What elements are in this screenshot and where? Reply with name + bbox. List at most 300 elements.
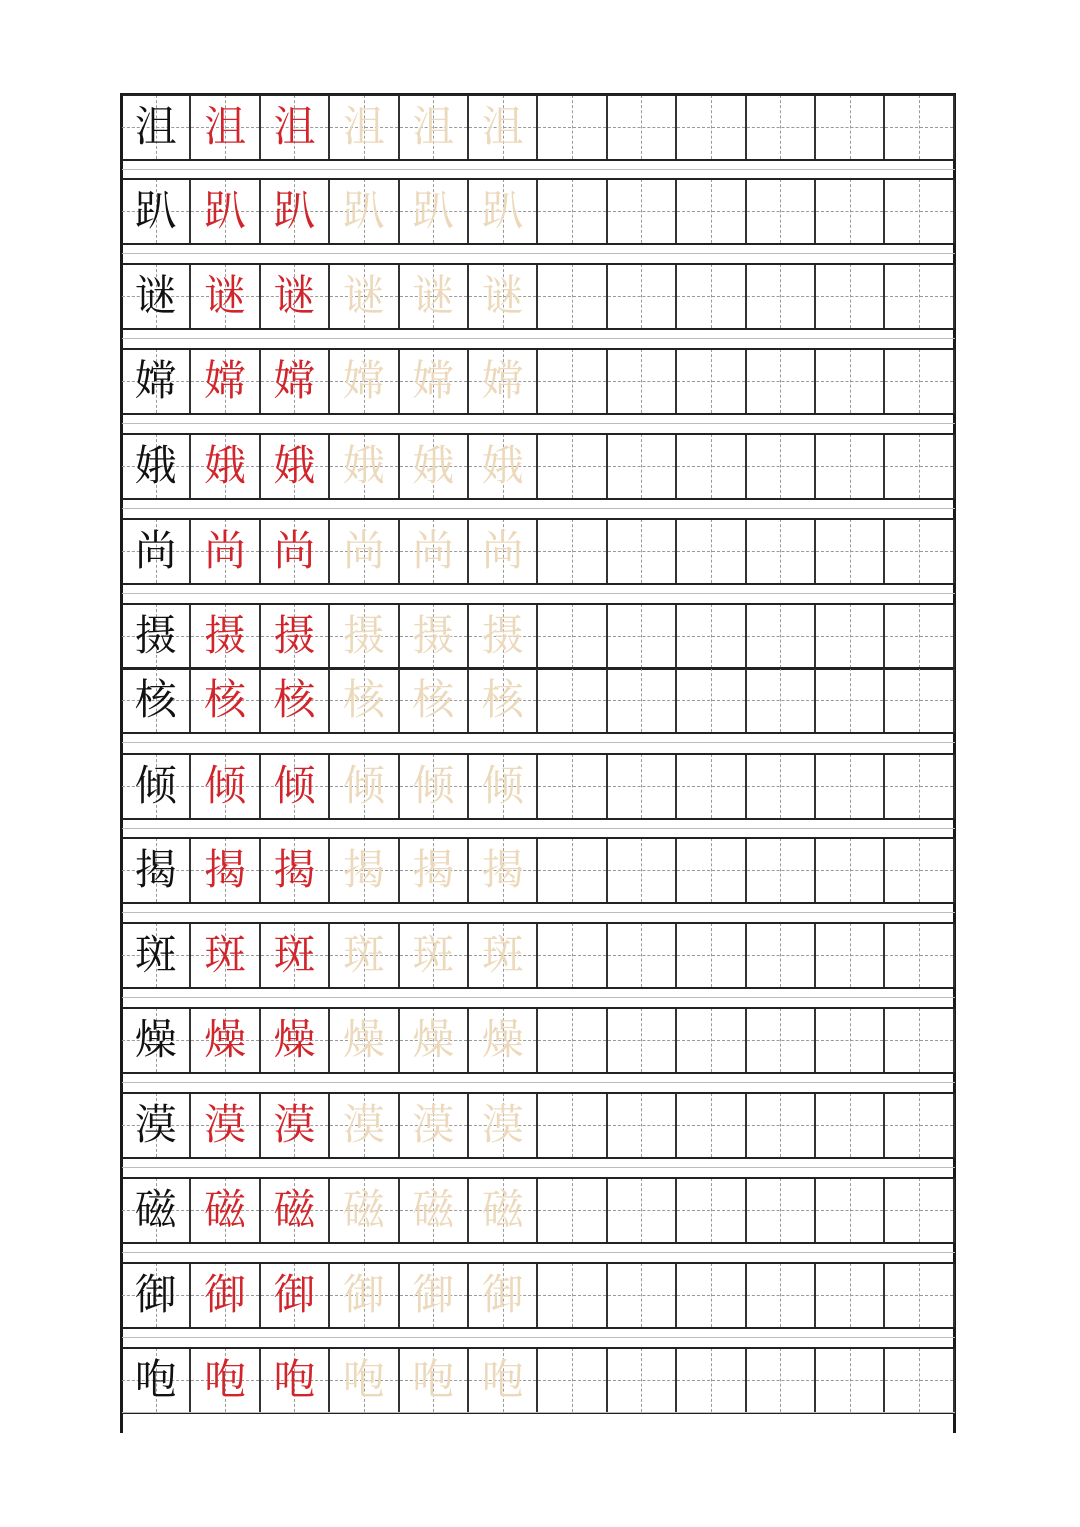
blank-cell	[885, 754, 954, 818]
practice-row	[122, 1093, 955, 1157]
model-char-cell	[122, 1008, 191, 1072]
red-character: 咆	[273, 1355, 316, 1404]
trace-char-cell	[469, 1093, 538, 1157]
trace-character: 谜	[412, 271, 455, 320]
red-character: 揭	[204, 845, 247, 894]
red-character: 磁	[273, 1185, 316, 1234]
blank-cell	[538, 434, 607, 498]
trace-char-cell	[400, 1178, 469, 1242]
blank-cell	[885, 349, 954, 413]
trace-char-cell	[469, 923, 538, 987]
trace-char-cell	[469, 349, 538, 413]
trace-character: 倾	[412, 761, 455, 810]
red-char-cell	[261, 838, 330, 902]
red-character: 谜	[204, 271, 247, 320]
model-char-cell	[122, 1093, 191, 1157]
trace-character: 漠	[342, 1100, 385, 1149]
red-char-cell	[191, 1263, 260, 1327]
blank-cell	[608, 668, 677, 732]
red-char-cell	[191, 349, 260, 413]
trace-character: 咆	[412, 1355, 455, 1404]
trace-character: 核	[481, 675, 524, 724]
model-character: 磁	[134, 1185, 177, 1234]
blank-cell	[608, 604, 677, 668]
practice-row	[122, 1263, 955, 1327]
red-char-cell	[191, 1093, 260, 1157]
trace-char-cell	[330, 1178, 399, 1242]
red-character: 摄	[273, 611, 316, 660]
blank-cell	[747, 1348, 816, 1412]
trace-char-cell	[400, 1348, 469, 1412]
row-separator-line	[122, 338, 955, 339]
row-separator-line	[122, 593, 955, 594]
red-character: 嫦	[204, 356, 247, 405]
row-bottom-line	[122, 1327, 955, 1329]
trace-character: 摄	[412, 611, 455, 660]
trace-character: 趴	[481, 186, 524, 235]
blank-cell	[747, 1263, 816, 1327]
model-character: 燥	[134, 1015, 177, 1064]
blank-cell	[747, 95, 816, 159]
trace-character: 沮	[481, 102, 524, 151]
blank-cell	[677, 754, 746, 818]
trace-character: 尚	[342, 526, 385, 575]
model-char-cell	[122, 349, 191, 413]
trace-char-cell	[330, 668, 399, 732]
blank-cell	[608, 1348, 677, 1412]
red-character: 趴	[204, 186, 247, 235]
blank-cell	[885, 668, 954, 732]
blank-cell	[816, 754, 885, 818]
red-char-cell	[261, 1348, 330, 1412]
trace-char-cell	[330, 434, 399, 498]
blank-cell	[608, 95, 677, 159]
practice-row	[122, 434, 955, 498]
red-char-cell	[191, 668, 260, 732]
red-char-cell	[191, 604, 260, 668]
practice-row	[122, 349, 955, 413]
row-separator-line	[122, 828, 955, 829]
red-char-cell	[261, 754, 330, 818]
trace-character: 娥	[412, 441, 455, 490]
blank-cell	[816, 264, 885, 328]
blank-cell	[677, 1008, 746, 1072]
trace-char-cell	[469, 604, 538, 668]
blank-cell	[885, 1178, 954, 1242]
trace-character: 燥	[342, 1015, 385, 1064]
practice-row	[122, 838, 955, 902]
red-char-cell	[191, 179, 260, 243]
red-char-cell	[261, 923, 330, 987]
red-char-cell	[191, 264, 260, 328]
trace-char-cell	[400, 1008, 469, 1072]
blank-cell	[538, 264, 607, 328]
trace-char-cell	[330, 349, 399, 413]
trace-character: 磁	[481, 1185, 524, 1234]
blank-cell	[538, 349, 607, 413]
blank-cell	[816, 519, 885, 583]
blank-cell	[885, 923, 954, 987]
trace-character: 斑	[342, 930, 385, 979]
row-bottom-line	[122, 328, 955, 330]
row-separator-line	[122, 253, 955, 254]
red-character: 趴	[273, 186, 316, 235]
trace-character: 斑	[412, 930, 455, 979]
model-char-cell	[122, 668, 191, 732]
blank-cell	[816, 1348, 885, 1412]
red-character: 斑	[273, 930, 316, 979]
trace-char-cell	[330, 838, 399, 902]
model-character: 咆	[134, 1355, 177, 1404]
red-char-cell	[261, 179, 330, 243]
blank-cell	[677, 1263, 746, 1327]
blank-cell	[538, 1348, 607, 1412]
trace-character: 尚	[481, 526, 524, 575]
blank-cell	[885, 604, 954, 668]
trace-char-cell	[469, 1348, 538, 1412]
trace-character: 摄	[481, 611, 524, 660]
trace-char-cell	[330, 1093, 399, 1157]
red-character: 倾	[204, 761, 247, 810]
blank-cell	[885, 1093, 954, 1157]
red-char-cell	[191, 434, 260, 498]
practice-row	[122, 668, 955, 732]
blank-cell	[608, 1093, 677, 1157]
model-character: 摄	[134, 611, 177, 660]
blank-cell	[816, 349, 885, 413]
trace-character: 漠	[412, 1100, 455, 1149]
blank-cell	[538, 668, 607, 732]
model-char-cell	[122, 264, 191, 328]
trace-character: 倾	[342, 761, 385, 810]
trace-char-cell	[330, 1008, 399, 1072]
blank-cell	[747, 264, 816, 328]
blank-cell	[677, 264, 746, 328]
row-separator-line	[122, 1412, 955, 1413]
model-character: 核	[134, 675, 177, 724]
row-separator-line	[122, 169, 955, 170]
red-char-cell	[191, 754, 260, 818]
red-character: 揭	[273, 845, 316, 894]
trace-char-cell	[469, 838, 538, 902]
blank-cell	[538, 95, 607, 159]
red-character: 沮	[273, 102, 316, 151]
trace-character: 咆	[481, 1355, 524, 1404]
blank-cell	[885, 179, 954, 243]
trace-char-cell	[330, 1348, 399, 1412]
trace-character: 磁	[412, 1185, 455, 1234]
trace-character: 趴	[342, 186, 385, 235]
row-separator-line	[122, 423, 955, 424]
trace-character: 嫦	[481, 356, 524, 405]
red-character: 娥	[273, 441, 316, 490]
blank-cell	[747, 519, 816, 583]
blank-cell	[608, 1263, 677, 1327]
trace-char-cell	[400, 1263, 469, 1327]
blank-cell	[538, 1093, 607, 1157]
trace-character: 磁	[342, 1185, 385, 1234]
trace-char-cell	[469, 1178, 538, 1242]
model-character: 趴	[134, 186, 177, 235]
red-character: 漠	[273, 1100, 316, 1149]
trace-char-cell	[400, 604, 469, 668]
red-character: 咆	[204, 1355, 247, 1404]
trace-char-cell	[330, 179, 399, 243]
model-character: 斑	[134, 930, 177, 979]
blank-cell	[608, 923, 677, 987]
trace-character: 尚	[412, 526, 455, 575]
trace-character: 摄	[342, 611, 385, 660]
trace-char-cell	[400, 923, 469, 987]
trace-char-cell	[469, 264, 538, 328]
blank-cell	[816, 668, 885, 732]
model-char-cell	[122, 923, 191, 987]
blank-cell	[885, 1263, 954, 1327]
row-separator-line	[122, 508, 955, 509]
blank-cell	[816, 434, 885, 498]
row-bottom-line	[122, 159, 955, 161]
red-char-cell	[261, 349, 330, 413]
blank-cell	[677, 923, 746, 987]
trace-char-cell	[400, 1093, 469, 1157]
trace-character: 谜	[342, 271, 385, 320]
model-char-cell	[122, 1263, 191, 1327]
red-character: 嫦	[273, 356, 316, 405]
blank-cell	[747, 754, 816, 818]
model-character: 娥	[134, 441, 177, 490]
trace-char-cell	[400, 95, 469, 159]
trace-character: 趴	[412, 186, 455, 235]
trace-char-cell	[469, 754, 538, 818]
blank-cell	[538, 923, 607, 987]
blank-cell	[885, 1008, 954, 1072]
blank-cell	[816, 179, 885, 243]
trace-character: 沮	[412, 102, 455, 151]
practice-row	[122, 754, 955, 818]
trace-character: 揭	[412, 845, 455, 894]
trace-character: 斑	[481, 930, 524, 979]
trace-character: 核	[342, 675, 385, 724]
red-char-cell	[261, 668, 330, 732]
trace-char-cell	[330, 923, 399, 987]
blank-cell	[538, 179, 607, 243]
red-char-cell	[191, 1008, 260, 1072]
practice-row	[122, 519, 955, 583]
blank-cell	[538, 1008, 607, 1072]
model-character: 尚	[134, 526, 177, 575]
trace-char-cell	[400, 179, 469, 243]
red-char-cell	[191, 923, 260, 987]
trace-character: 嫦	[342, 356, 385, 405]
row-bottom-line	[122, 498, 955, 500]
row-separator-line	[122, 1167, 955, 1168]
red-character: 磁	[204, 1185, 247, 1234]
blank-cell	[677, 1178, 746, 1242]
red-char-cell	[191, 1178, 260, 1242]
trace-character: 漠	[481, 1100, 524, 1149]
row-bottom-line	[122, 1072, 955, 1074]
red-character: 倾	[273, 761, 316, 810]
model-char-cell	[122, 95, 191, 159]
model-char-cell	[122, 754, 191, 818]
trace-character: 娥	[481, 441, 524, 490]
red-character: 谜	[273, 271, 316, 320]
blank-cell	[538, 519, 607, 583]
row-separator-line	[122, 997, 955, 998]
blank-cell	[816, 1263, 885, 1327]
blank-cell	[816, 1093, 885, 1157]
practice-row	[122, 1008, 955, 1072]
model-character: 漠	[134, 1100, 177, 1149]
red-char-cell	[261, 434, 330, 498]
model-character: 谜	[134, 271, 177, 320]
blank-cell	[885, 838, 954, 902]
trace-char-cell	[330, 95, 399, 159]
blank-cell	[538, 1263, 607, 1327]
red-char-cell	[191, 1348, 260, 1412]
blank-cell	[747, 1008, 816, 1072]
trace-char-cell	[469, 668, 538, 732]
blank-cell	[677, 604, 746, 668]
blank-cell	[677, 1348, 746, 1412]
blank-cell	[677, 95, 746, 159]
row-bottom-line	[122, 413, 955, 415]
red-char-cell	[261, 95, 330, 159]
blank-cell	[816, 923, 885, 987]
blank-cell	[608, 1008, 677, 1072]
trace-character: 谜	[481, 271, 524, 320]
trace-character: 嫦	[412, 356, 455, 405]
trace-character: 御	[412, 1270, 455, 1319]
trace-char-cell	[400, 434, 469, 498]
red-character: 御	[273, 1270, 316, 1319]
row-bottom-line	[122, 1242, 955, 1244]
model-char-cell	[122, 838, 191, 902]
practice-row	[122, 604, 955, 668]
row-bottom-line	[122, 902, 955, 904]
row-bottom-line	[122, 987, 955, 989]
blank-cell	[747, 838, 816, 902]
blank-cell	[747, 349, 816, 413]
blank-cell	[677, 519, 746, 583]
trace-char-cell	[469, 519, 538, 583]
trace-character: 御	[481, 1270, 524, 1319]
blank-cell	[608, 179, 677, 243]
red-char-cell	[261, 1008, 330, 1072]
trace-char-cell	[400, 838, 469, 902]
model-char-cell	[122, 179, 191, 243]
blank-cell	[677, 838, 746, 902]
model-character: 嫦	[134, 356, 177, 405]
blank-cell	[885, 95, 954, 159]
blank-cell	[677, 434, 746, 498]
model-char-cell	[122, 604, 191, 668]
blank-cell	[677, 668, 746, 732]
red-char-cell	[261, 1178, 330, 1242]
blank-cell	[747, 1178, 816, 1242]
row-separator-line	[122, 742, 955, 743]
red-char-cell	[191, 838, 260, 902]
blank-cell	[608, 519, 677, 583]
trace-char-cell	[400, 668, 469, 732]
red-character: 沮	[204, 102, 247, 151]
blank-cell	[538, 838, 607, 902]
row-separator-line	[122, 1337, 955, 1338]
trace-char-cell	[330, 754, 399, 818]
red-character: 燥	[273, 1015, 316, 1064]
blank-cell	[816, 838, 885, 902]
blank-cell	[538, 604, 607, 668]
blank-cell	[816, 1178, 885, 1242]
blank-cell	[608, 434, 677, 498]
trace-char-cell	[400, 264, 469, 328]
row-separator-line	[122, 1082, 955, 1083]
red-character: 斑	[204, 930, 247, 979]
row-bottom-line	[122, 732, 955, 734]
red-char-cell	[261, 264, 330, 328]
blank-cell	[885, 519, 954, 583]
trace-char-cell	[330, 519, 399, 583]
blank-cell	[608, 838, 677, 902]
trace-char-cell	[330, 604, 399, 668]
blank-cell	[885, 434, 954, 498]
row-bottom-line	[122, 818, 955, 820]
trace-character: 倾	[481, 761, 524, 810]
row-bottom-line	[122, 583, 955, 585]
blank-cell	[677, 179, 746, 243]
practice-row	[122, 179, 955, 243]
trace-char-cell	[330, 264, 399, 328]
blank-cell	[538, 1178, 607, 1242]
blank-cell	[747, 604, 816, 668]
row-bottom-line	[122, 1157, 955, 1159]
trace-character: 揭	[342, 845, 385, 894]
trace-character: 燥	[481, 1015, 524, 1064]
trace-char-cell	[400, 754, 469, 818]
red-character: 御	[204, 1270, 247, 1319]
red-char-cell	[261, 1093, 330, 1157]
blank-cell	[608, 264, 677, 328]
trace-char-cell	[469, 434, 538, 498]
trace-char-cell	[469, 1008, 538, 1072]
practice-row	[122, 1348, 955, 1412]
blank-cell	[816, 95, 885, 159]
practice-row	[122, 1178, 955, 1242]
model-char-cell	[122, 519, 191, 583]
red-character: 核	[273, 675, 316, 724]
red-char-cell	[261, 519, 330, 583]
blank-cell	[747, 434, 816, 498]
trace-character: 揭	[481, 845, 524, 894]
blank-cell	[747, 923, 816, 987]
model-character: 沮	[134, 102, 177, 151]
trace-character: 沮	[342, 102, 385, 151]
blank-cell	[538, 754, 607, 818]
blank-cell	[608, 1178, 677, 1242]
blank-cell	[747, 179, 816, 243]
blank-cell	[608, 349, 677, 413]
trace-character: 燥	[412, 1015, 455, 1064]
blank-cell	[816, 1008, 885, 1072]
red-char-cell	[191, 519, 260, 583]
practice-row	[122, 923, 955, 987]
trace-character: 御	[342, 1270, 385, 1319]
red-char-cell	[261, 604, 330, 668]
trace-char-cell	[469, 179, 538, 243]
trace-char-cell	[469, 1263, 538, 1327]
trace-character: 咆	[342, 1355, 385, 1404]
trace-character: 核	[412, 675, 455, 724]
